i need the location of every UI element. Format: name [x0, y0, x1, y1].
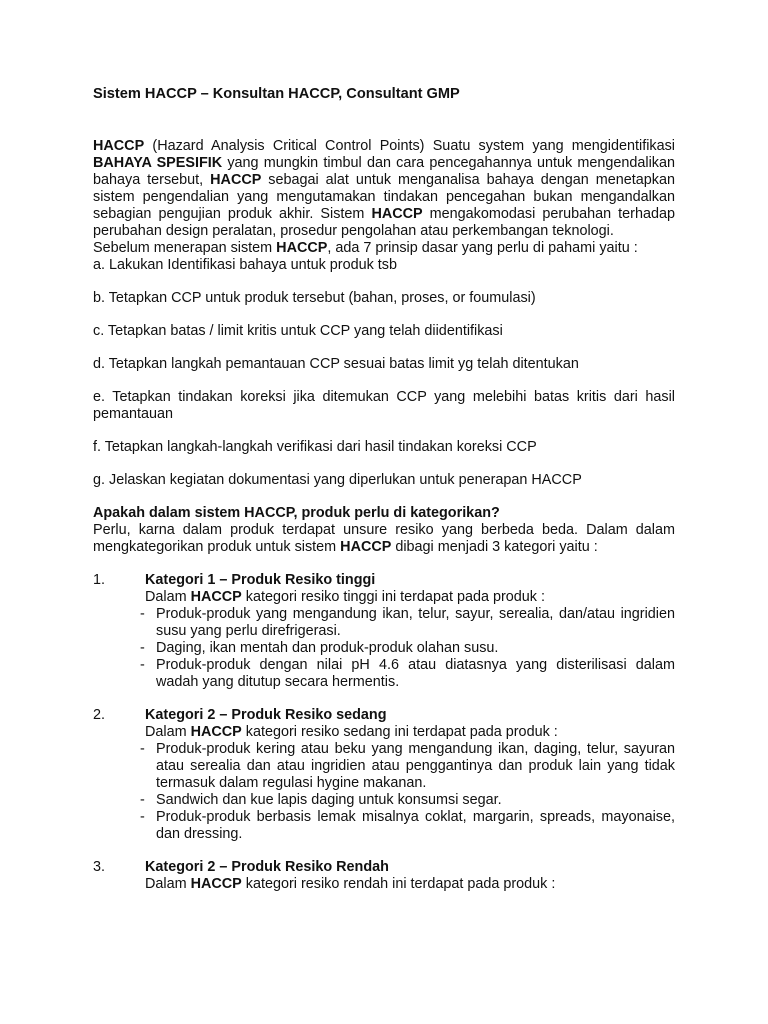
category-intro — [145, 876, 675, 893]
category-title: Kategori 2 – Produk Resiko sedang — [145, 707, 387, 723]
category-title: Kategori 1 – Produk Resiko tinggi — [145, 572, 376, 588]
category-intro-bold: HACCP — [190, 876, 242, 892]
category-intro-text-2: kategori resiko sedang ini terdapat pada produk : — [241, 724, 558, 740]
answer-bold: HACCP — [340, 539, 392, 555]
category-intro-text-2: kategori resiko rendah ini terdapat pada produk : — [241, 876, 556, 892]
category-bullets — [93, 606, 675, 691]
intro-bold-haccp-1: HACCP — [93, 138, 145, 154]
category-number: 1. — [93, 572, 106, 588]
category-intro — [145, 724, 675, 741]
bullet-dash: - — [140, 741, 145, 757]
list-item — [93, 809, 675, 843]
category-2 — [93, 707, 675, 843]
category-3 — [93, 859, 675, 893]
principles-intro-text-2: , ada 7 prinsip dasar yang perlu di pahami yaitu : — [327, 240, 638, 256]
list-item — [93, 792, 675, 809]
category-1 — [93, 572, 675, 691]
category-intro-text-2: kategori resiko tinggi ini terdapat pada produk : — [241, 589, 545, 605]
bullet-text: Produk-produk dengan nilai pH 4.6 atau diatasnya yang disterilisasi dalam wadah yang ditutup secara hermentis. — [156, 657, 675, 690]
category-bullets — [93, 741, 675, 843]
intro-bold-bahaya: BAHAYA SPESIFIK — [93, 155, 223, 171]
category-intro-text-1: Dalam — [145, 724, 191, 740]
document-title: Sistem HACCP – Konsultan HACCP, Consultant GMP — [93, 86, 460, 102]
category-title: Kategori 2 – Produk Resiko Rendah — [145, 859, 389, 875]
intro-text-1: (Hazard Analysis Critical Control Points) Suatu system yang mengidentifikasi — [144, 138, 675, 154]
principle-f: f. Tetapkan langkah-langkah verifikasi dari hasil tindakan koreksi CCP — [93, 439, 537, 455]
answer-text-2: dibagi menjadi 3 kategori yaitu : — [391, 539, 598, 555]
intro-paragraph — [93, 138, 675, 240]
list-item — [93, 640, 675, 657]
category-number: 3. — [93, 859, 106, 875]
bullet-dash: - — [140, 809, 145, 825]
bullet-text: Daging, ikan mentah dan produk-produk olahan susu. — [156, 640, 499, 656]
principles-intro-bold: HACCP — [276, 240, 328, 256]
category-intro-bold: HACCP — [190, 724, 242, 740]
list-item — [93, 657, 675, 691]
bullet-text: Sandwich dan kue lapis daging untuk konsumsi segar. — [156, 792, 502, 808]
intro-text-3: sebagai alat untuk menganalisa bahaya dengan menetapkan sistem pengendalian yang mengutamakan tindakan pencegahan bukan mengandalkan sebagian pengujian produk akhir. Sistem — [93, 172, 675, 222]
bullet-dash: - — [140, 792, 145, 808]
list-item — [93, 606, 675, 640]
principles-intro-text-1: Sebelum menerapan sistem — [93, 240, 277, 256]
list-item — [93, 741, 675, 792]
bullet-text: Produk-produk yang mengandung ikan, telur, sayur, serealia, dan/atau ingridien susu yang perlu direfrigerasi. — [156, 606, 675, 639]
question-heading — [93, 505, 675, 522]
principle-c: c. Tetapkan batas / limit kritis untuk CCP yang telah diidentifikasi — [93, 323, 503, 339]
category-intro — [145, 589, 675, 606]
category-intro-bold: HACCP — [190, 589, 242, 605]
principle-b: b. Tetapkan CCP untuk produk tersebut (bahan, proses, or foumulasi) — [93, 290, 536, 306]
intro-text-2: yang mungkin timbul dan cara pencegahannya untuk mengendalikan bahaya tersebut, — [93, 155, 675, 188]
document-page — [93, 86, 675, 893]
bullet-text: Produk-produk berbasis lemak misalnya coklat, margarin, spreads, mayonaise, dan dressing. — [156, 809, 675, 842]
bullet-text: Produk-produk kering atau beku yang mengandung ikan, daging, telur, sayuran atau serealia dan atau ingridien atau penggantinya dan produk lain yang tidak termasuk dalam regulasi hygine makanan. — [156, 741, 675, 791]
bullet-dash: - — [140, 606, 145, 622]
principle-g: g. Jelaskan kegiatan dokumentasi yang diperlukan untuk penerapan HACCP — [93, 472, 582, 488]
bullet-dash: - — [140, 657, 145, 673]
category-intro-text-1: Dalam — [145, 589, 191, 605]
intro-text-4: mengakomodasi perubahan terhadap perubahan design peralatan, prosedur pengolahan atau perkembangan teknologi. — [93, 206, 675, 239]
question-heading-text: Apakah dalam sistem HACCP, produk perlu di kategorikan? — [93, 505, 500, 521]
question-answer — [93, 522, 675, 556]
category-intro-text-1: Dalam — [145, 876, 191, 892]
category-number: 2. — [93, 707, 106, 723]
bullet-dash: - — [140, 640, 145, 656]
principles-intro — [93, 240, 675, 257]
principle-a: a. Lakukan Identifikasi bahaya untuk produk tsb — [93, 257, 398, 273]
intro-bold-haccp-2: HACCP — [210, 172, 262, 188]
principle-d: d. Tetapkan langkah pemantauan CCP sesuai batas limit yg telah ditentukan — [93, 356, 579, 372]
intro-bold-haccp-3: HACCP — [371, 206, 423, 222]
principle-e: e. Tetapkan tindakan koreksi jika ditemukan CCP yang melebihi batas kritis dari hasil pemantauan — [93, 389, 675, 422]
answer-text-1: Perlu, karna dalam produk terdapat unsure resiko yang berbeda beda. Dalam dalam mengkategorikan produk untuk sistem — [93, 522, 675, 555]
